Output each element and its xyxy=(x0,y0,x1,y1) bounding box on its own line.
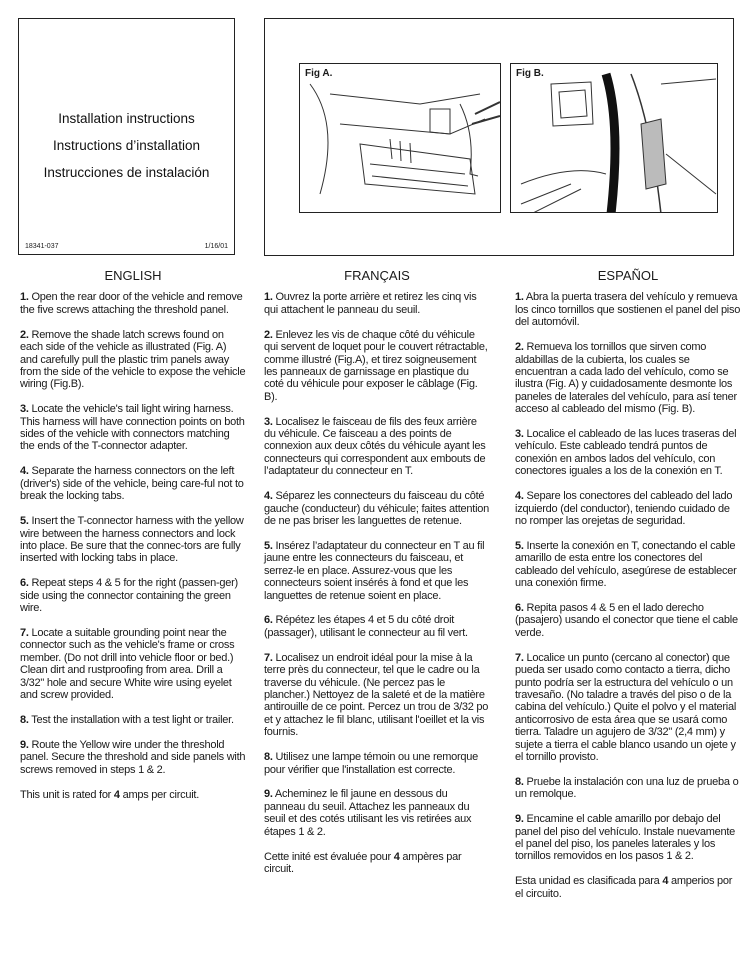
heading-english: ENGLISH xyxy=(104,268,162,283)
step-3: 3. Localice el cableado de las luces traseras del vehículo. Este cableado tendrá puntos de conexión en ambos lados del vehículo, con conectores iguales a los de la conexión en T. xyxy=(515,428,737,478)
step-7: 7. Locate a suitable grounding point near the connector such as the vehicle's frame or cross member. (Do not drill into vehicle floor or bed.) Clean dirt and rustproofing from area. Drill a 3/32" hole and secure White wire using eyelet and screw provided. xyxy=(20,626,235,701)
step-5: 5. Inserte la conexión en T, conectando el cable amarillo de esta entre los conectores del cableado del vehículo, asegúrese de establecer una conexión firme. xyxy=(515,539,737,590)
heading-french: FRANÇAIS xyxy=(344,268,410,283)
figures-panel xyxy=(264,18,734,256)
heading-spanish: ESPAÑOL xyxy=(597,268,659,283)
step-1: 1. Ouvrez la porte arrière et retirez les cinq vis qui attachent le panneau du seuil. xyxy=(264,291,477,316)
step-1: 1. Abra la puerta trasera del vehículo y remueva los cinco tornillos que sostienen el panel del piso del automóvil. xyxy=(515,291,741,329)
part-number: 18341-037 xyxy=(25,243,59,250)
title-english: Installation instructions xyxy=(58,111,195,126)
rating-note: This unit is rated for 4 amps per circuit. xyxy=(20,788,200,801)
step-2: 2. Enlevez les vis de chaque côté du véhicule qui servent de loquet pour le couvert rétractable, comme illustré (Fig.A), et tirez soigneusement les panneaux de garnissage en plastique du coté du véhicule pour exposer le câblage (Fig. B). xyxy=(264,328,488,403)
step-9: 9. Route the Yellow wire under the threshold panel. Secure the threshold and side panels with screws removed in steps 1 & 2. xyxy=(20,738,246,776)
step-7: 7. Localisez un endroit idéal pour la mise à la terre près du connecteur, tel que le cadre ou la traverse du véhicule. (Ne percez pas le plancher.) Nettoyez de la saleté et de la matière antirouille de ce point. Percez un trou de 3/32 po et y attachez le fil blanc, utilisant l'oeillet et la vis fournis. xyxy=(264,651,489,739)
column-spanish xyxy=(515,270,741,913)
figure-b xyxy=(510,63,718,213)
figure-a-illustration xyxy=(300,64,501,213)
title-french: Instructions d’installation xyxy=(52,138,201,153)
step-4: 4. Séparez les connecteurs du faisceau du côté gauche (conducteur) du véhicule; faites attention de ne pas briser les languettes de retenue. xyxy=(264,490,490,527)
step-9: 9. Encamine el cable amarillo por debajo del panel del piso del vehículo. Instale nuevamente el panel del piso, los paneles laterales y los tornillos removidos en los pasos 1 & 2. xyxy=(515,813,736,863)
revision-date: 1/16/01 xyxy=(204,243,228,250)
step-2: 2. Remueva los tornillos que sirven como aldabillas de la cubierta, los cuales se encuentran a cada lado del vehículo, como se ilustra (Fig. A) y cuidadosamente desmonte los paneles de laterales del vehículo, para así tener acceso al cableado del mismo (Fig. B). xyxy=(515,341,737,416)
step-8: 8. Test the installation with a test light or trailer. xyxy=(20,713,234,726)
step-2: 2. Remove the shade latch screws found on each side of the vehicle as illustrated (Fig. A) and carefully pull the plastic trim panels away from the side of the vehicle to expose the vehicle wiring (Fig.B). xyxy=(20,328,246,391)
figure-a-label: Fig A. xyxy=(305,68,333,79)
step-6: 6. Répétez les étapes 4 et 5 du côté droit (passager), utilisant le connecteur au fil vert. xyxy=(264,614,468,639)
column-english xyxy=(20,270,246,813)
cover-titles xyxy=(19,105,234,186)
step-9: 9. Acheminez le fil jaune en dessous du panneau du seuil. Attachez les panneaux du seuil et des cotés utilisant les vis retirées aux étapes 1 & 2. xyxy=(264,788,472,838)
step-5: 5. Insert the T-connector harness with the yellow wire between the harness connectors and lock into place. Be sure that the connec-tors are fully inserted with locking tabs in place. xyxy=(20,515,244,565)
column-french xyxy=(264,270,490,888)
step-8: 8. Pruebe la instalación con una luz de prueba o un remolque. xyxy=(515,775,739,801)
figure-b-illustration xyxy=(511,64,718,213)
title-spanish: Instrucciones de instalación xyxy=(43,165,210,180)
step-7: 7. Localice un punto (cercano al conector) que pueda ser usado como contacto a tierra, dicho punto podría ser la estructura del vehículo o un travesaño. (No taladre a través del piso o de la cabina del vehículo.) Quite el polvo y el material anticorrosivo de esta área que se usará como tierra. Taladre un agujero de 3/32" (2,4 mm) y sujete a tierra el cable blanco usando un ojete y el tornillo provisto. xyxy=(515,651,737,763)
step-3: 3. Locate the vehicle's tail light wiring harness. This harness will have connection points on both sides of the vehicle with connectors matching the ends of the T-connector adapter. xyxy=(20,403,245,453)
step-6: 6. Repita pasos 4 & 5 en el lado derecho (pasajero) usando el conector que tiene el cable verde. xyxy=(515,602,738,639)
figure-b-label: Fig B. xyxy=(516,68,544,79)
step-3: 3. Localisez le faisceau de fils des feux arrière du véhicule. Ce faisceau a des points de connexion aux deux côtés du véhicule ayant les connecteurs qui correspondent aux embouts de l’adaptateur du connecteur en T. xyxy=(264,415,486,478)
step-4: 4. Separe los conectores del cableado del lado izquierdo (del conductor), teniendo cuidado de no romper las orejetas de seguridad. xyxy=(515,490,733,527)
step-4: 4. Separate the harness connectors on the left (driver's) side of the vehicle, being care-ful not to break the locking tabs. xyxy=(20,465,244,503)
rating-note: Cette inité est évaluée pour 4 ampères par circuit. xyxy=(264,850,462,875)
step-5: 5. Insérez l’adaptateur du connecteur en T au fil jaune entre les connecteurs du faisceau, et serrez-le en place. Assurez-vous que les connecteurs soient insérés à fond et que les languettes de retenue soient en place. xyxy=(264,539,485,602)
figure-a xyxy=(299,63,501,213)
rating-note: Esta unidad es clasificada para 4 amperios por el circuito. xyxy=(515,875,733,900)
step-6: 6. Repeat steps 4 & 5 for the right (passen-ger) side using the connector containing the green wire. xyxy=(20,577,238,615)
cover-panel xyxy=(18,18,235,255)
step-1: 1. Open the rear door of the vehicle and remove the five screws attaching the threshold panel. xyxy=(20,291,243,316)
step-8: 8. Utilisez une lampe témoin ou une remorque pour vérifier que l'installation est correcte. xyxy=(264,751,479,776)
